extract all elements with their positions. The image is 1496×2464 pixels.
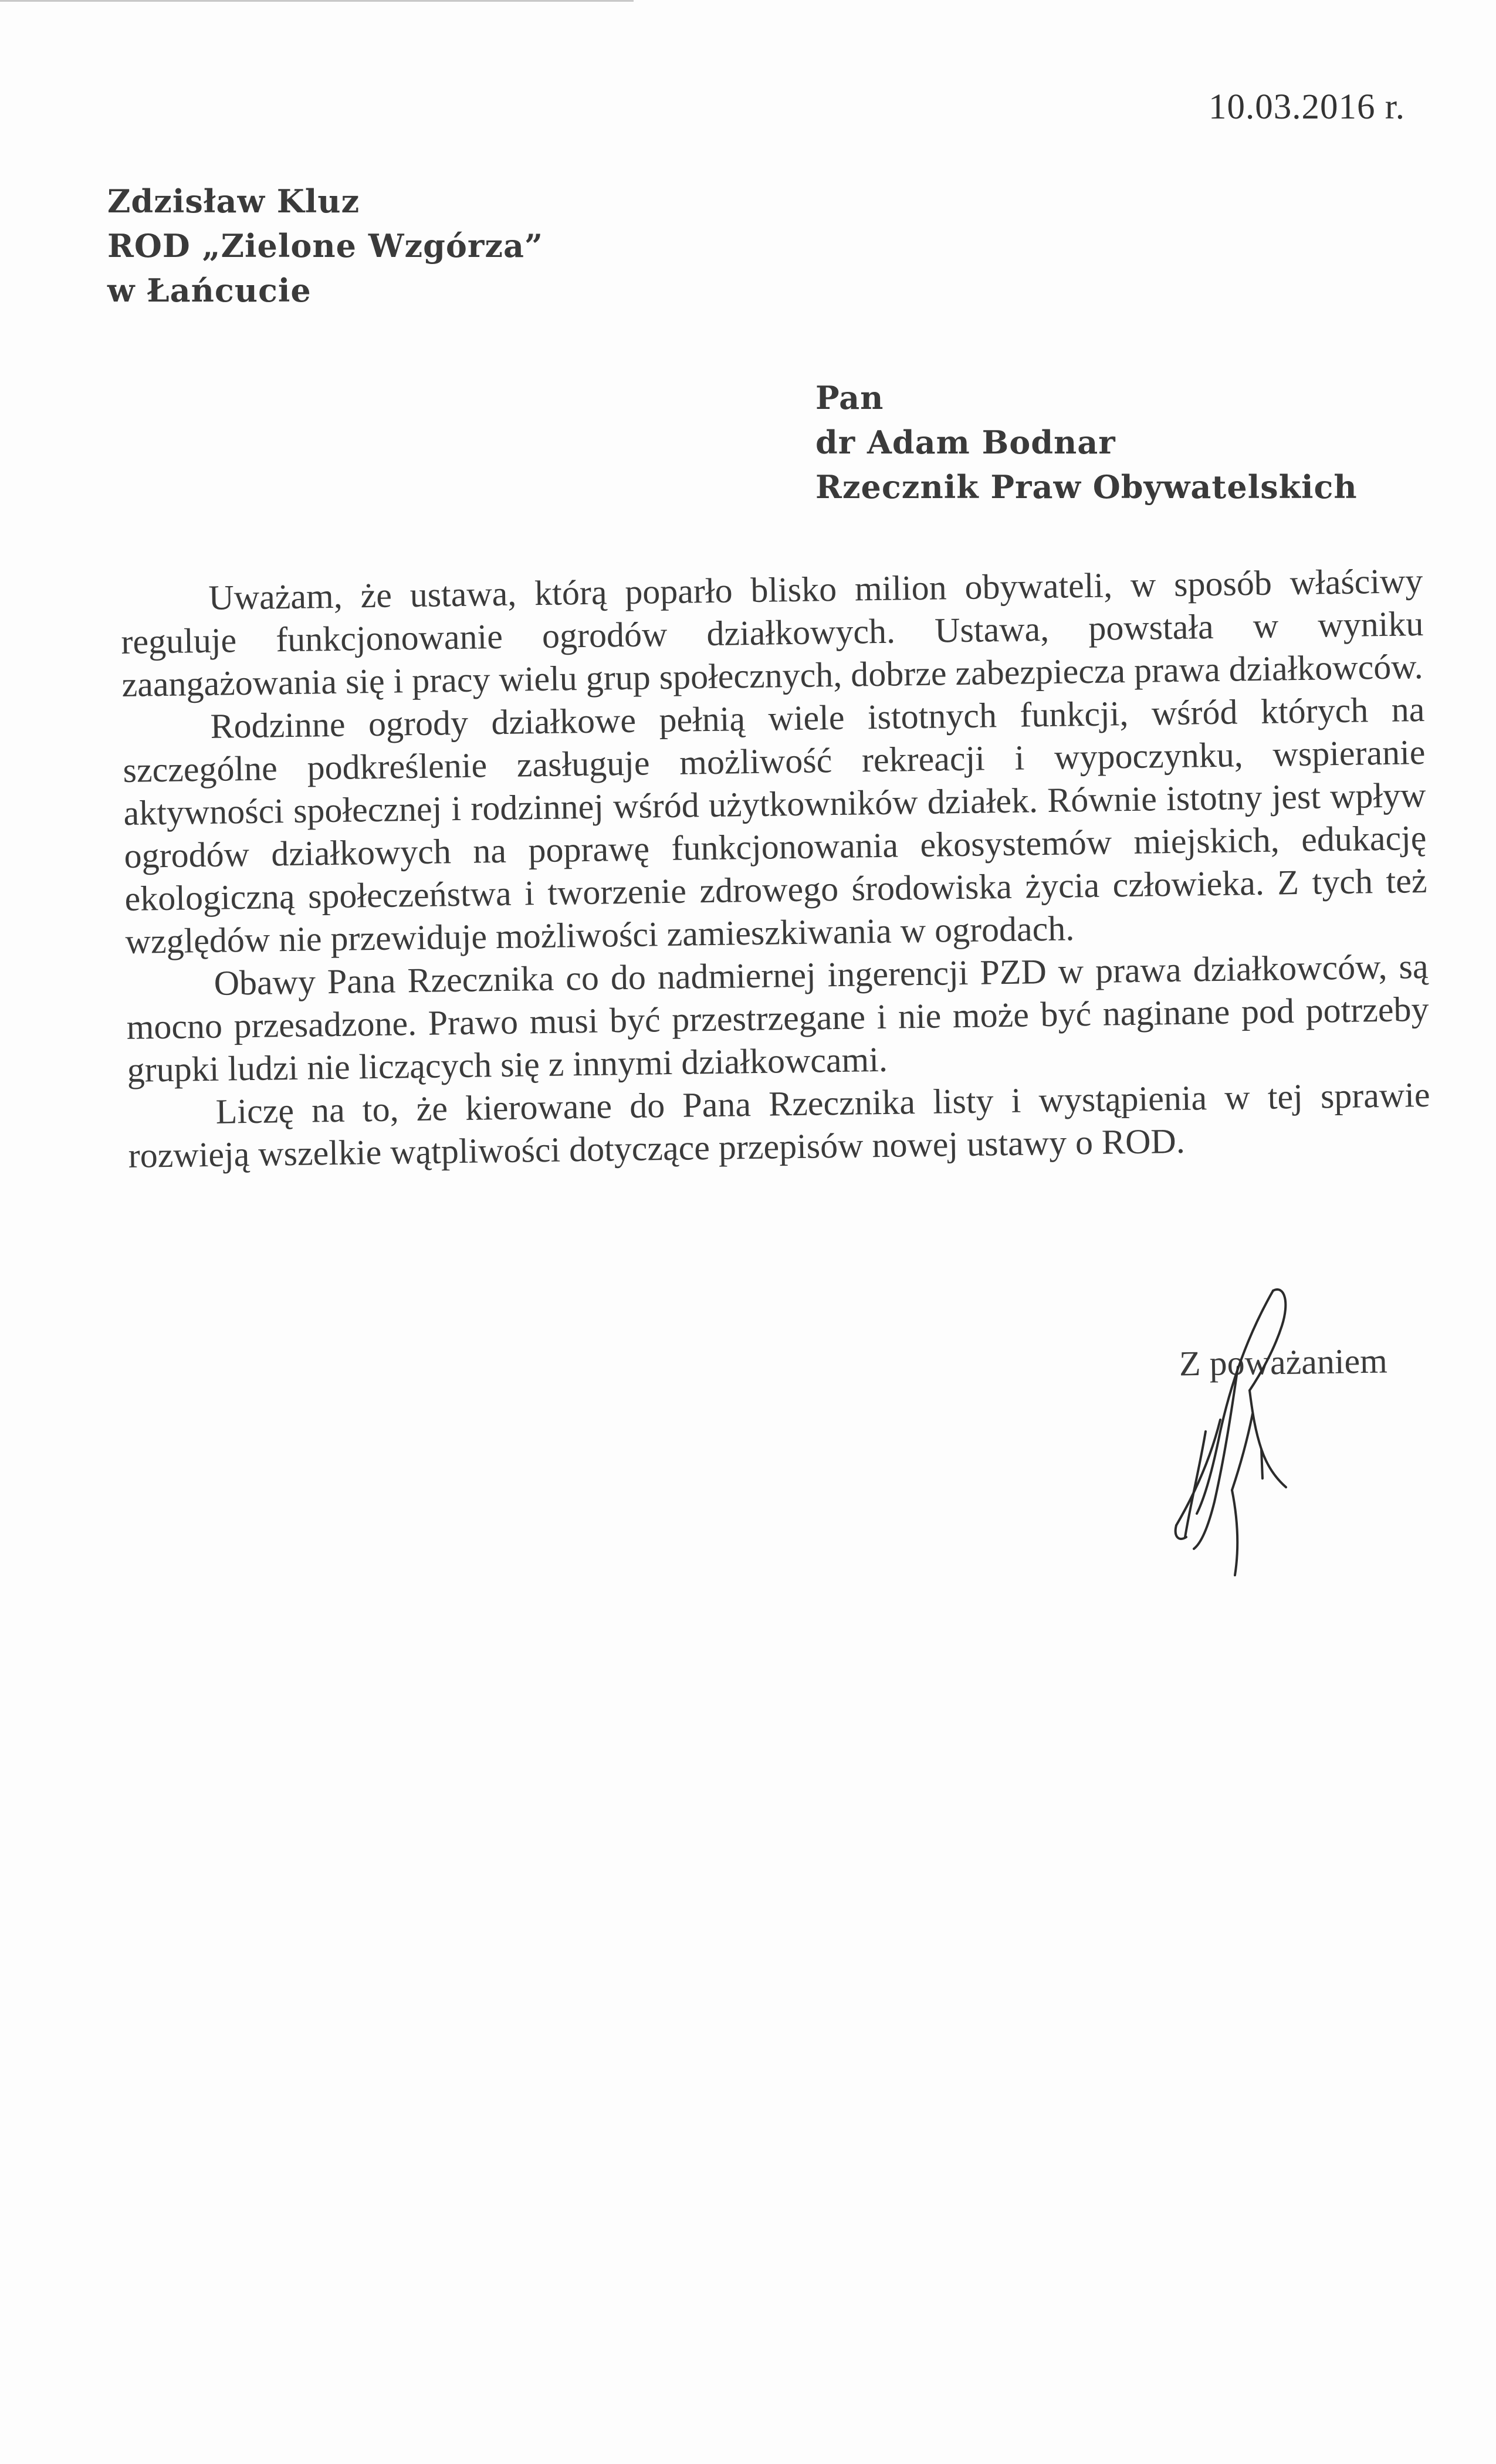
handwritten-signature [1150,1279,1326,1584]
body-paragraph-3: Obawy Pana Rzecznika co do nadmiernej ingerencji PZD w prawa działkowców, są mocno przesadzone. Prawo musi być przestrzegane i nie może być naginane pod potrzeby grupki ludzi nie liczących się z innymi działkowcami. [126,946,1429,1089]
sender-block [107,179,543,313]
recipient-name: dr Adam Bodnar [815,424,1116,461]
letter-date: 10.03.2016 r. [1209,87,1405,127]
recipient-salutation: Pan [815,379,884,417]
recipient-block [815,375,1358,509]
recipient-title: Rzecznik Praw Obywatelskich [815,468,1358,506]
sender-organization: ROD „Zielone Wzgórza” [107,227,544,265]
sender-location: w Łańcucie [107,272,312,309]
sender-name: Zdzisław Kluz [107,182,360,220]
body-paragraph-2: Rodzinne ogrody działkowe pełnią wiele istotnych funkcji, wśród których na szczególne podkreślenie zasługuje możliwość rekreacji i wypoczynku, wspieranie aktywności społecznej i rodzinnej wśród użytkowników działek. Równie istotny jest wpływ ogrodów działkowych na poprawę funkcjonowania ekosystemów miejskich, edukację ekologiczną społeczeństwa i tworzenie zdrowego środowiska życia człowieka. Z tych też względów nie przewiduje możliwości zamieszkiwania w ogrodach. [123,689,1427,961]
closing-phrase: Z poważaniem [1179,1341,1388,1383]
letter-body [120,560,1431,1177]
body-paragraph-4: Liczę na to, że kierowane do Pana Rzecznika listy i wystąpienia w tej sprawie rozwieją wszelkie wątpliwości dotyczące przepisów nowej ustawy o ROD. [128,1075,1430,1175]
body-paragraph-1: Uważam, że ustawa, którą poparło blisko milion obywateli, w sposób właściwy reguluje funkcjonowanie ogrodów działkowych. Ustawa, powstała w wyniku zaangażowania się i pracy wielu grup społecznych, dobrze zabezpiecza prawa działkowców. [121,561,1424,704]
scan-edge-line [0,0,634,2]
